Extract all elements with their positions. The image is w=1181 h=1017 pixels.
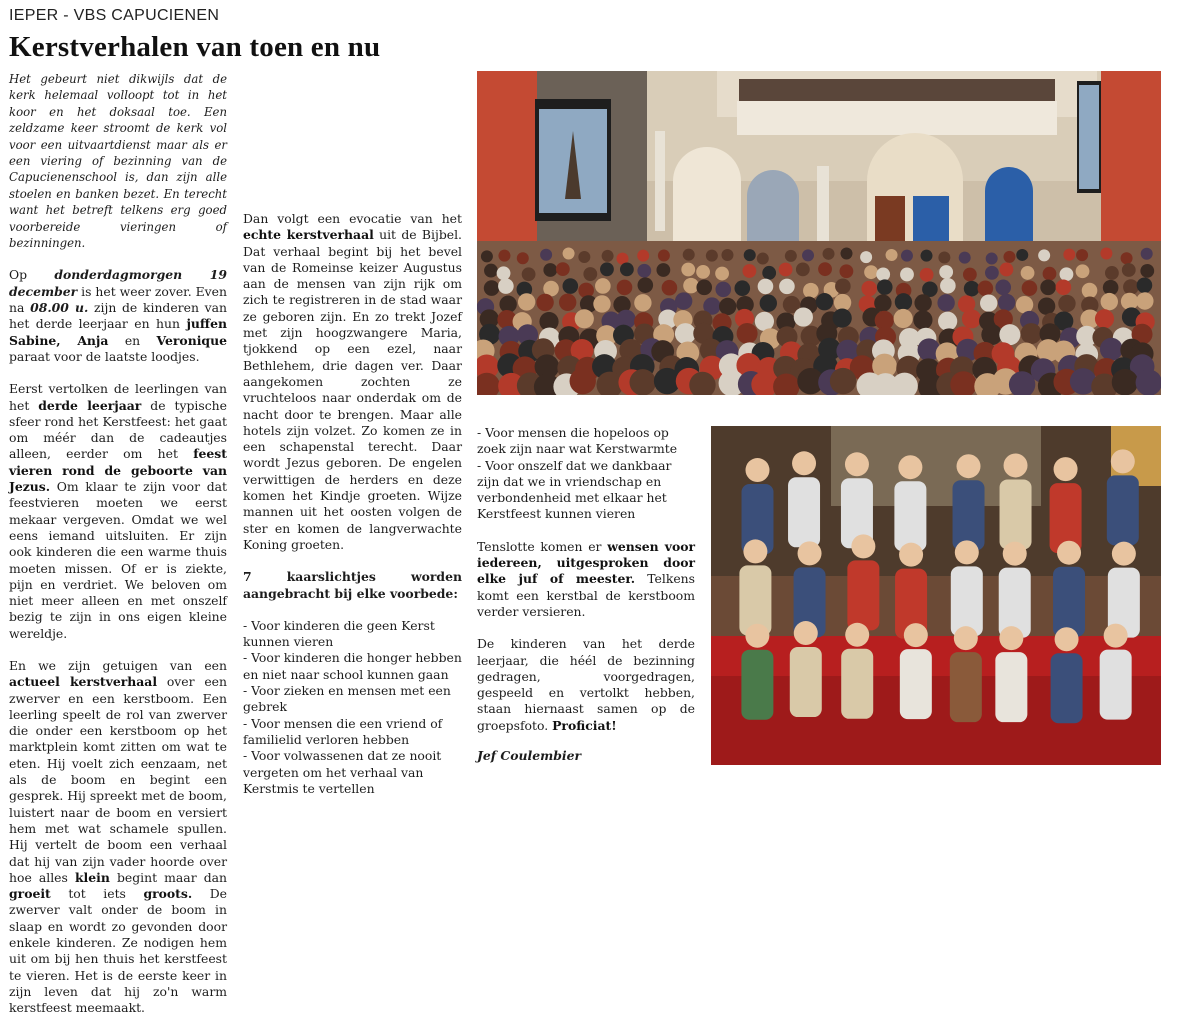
audience-figure (484, 264, 498, 278)
small-highlight: klein (74, 869, 110, 885)
audience-figure (861, 281, 877, 297)
child-figure (1053, 567, 1085, 637)
text-run: De zwerver valt onder de boom in slaap en wordt zo gevonden door enkele kinderen. Ze nodigen hem uit om bij hen thuis het kerstfeest te vieren. Het is de eerste keer in zijn leven dat hij zo'n warm kerstfeest meemaakt. (9, 886, 227, 1016)
audience-figure (617, 280, 633, 296)
audience-figure (675, 323, 696, 344)
audience-figure (999, 324, 1020, 345)
child-head (794, 621, 818, 645)
text-run: Op (9, 267, 55, 283)
audience-figure (1137, 278, 1153, 294)
paragraph-bible-story (243, 211, 462, 553)
audience-figure (481, 250, 493, 262)
audience-figure (758, 279, 774, 295)
audience-figure (656, 263, 670, 277)
audience-figure (920, 268, 934, 282)
child-head (745, 624, 769, 648)
audience-figure (779, 263, 793, 277)
audience-figure (760, 295, 777, 312)
great-highlight: groots. (143, 886, 193, 902)
audience-figure (536, 294, 553, 311)
child-head (899, 543, 923, 567)
audience-figure (737, 323, 758, 344)
audience-figure (1121, 252, 1133, 264)
intention-item: - Voor zieken en mensen met een gebrek (243, 683, 451, 715)
intentions-list-continued (477, 425, 695, 523)
child-figure (841, 649, 873, 719)
audience-figure (593, 295, 610, 312)
audience-figure (1043, 267, 1057, 281)
audience-figure (744, 249, 756, 261)
child-head (845, 452, 869, 476)
child-head (1055, 627, 1079, 651)
audience-figure (839, 264, 853, 278)
audience-figure (803, 283, 819, 299)
text-run: Om klaar te zijn voor dat feestvieren moeten we eerst mekaar vergeven. Omdat we wel eens iemand uitsluiten. Er zijn ook kinderen die een warme thuis moeten missen. Of er is ziekte, pijn en verdriet. We beloven om niet meer alleen en met onszelf bezig te zijn in ons eigen kleine wereldje. (9, 479, 227, 641)
audience-figure (940, 278, 956, 294)
text-column-2 (243, 71, 462, 797)
audience-figure (675, 292, 692, 309)
teachers-highlight: juffen Sabine, Anja (9, 316, 227, 348)
audience-figure (620, 262, 634, 276)
audience-figure (543, 263, 557, 277)
wishes-highlight: wensen voor iedereen, uitgesproken door elke juf of meester. (477, 538, 696, 587)
audience-figure (570, 368, 596, 394)
audience-figure (681, 263, 695, 277)
audience-figure (757, 253, 769, 265)
child-head (999, 626, 1023, 650)
child-figure (788, 477, 820, 547)
audience-figure (1003, 251, 1015, 263)
bible-highlight: echte kerstverhaal (243, 227, 374, 243)
audience-figure (1095, 309, 1114, 328)
audience-figure (595, 278, 611, 294)
child-head (851, 534, 875, 558)
audience-figure (1123, 279, 1139, 295)
audience-figure (939, 265, 953, 279)
text-run: begint maar dan (109, 869, 228, 885)
audience-figure (563, 247, 575, 259)
audience-figure (719, 298, 736, 315)
audience-figure (1101, 293, 1118, 310)
audience-figure (683, 249, 695, 261)
audience-figure (835, 278, 851, 294)
audience-figure (1082, 283, 1098, 299)
child-figure (950, 652, 982, 722)
audience-figure (498, 278, 514, 294)
teacher-highlight: Veronique (156, 332, 227, 348)
audience-figure (1058, 295, 1075, 312)
child-figure (995, 652, 1027, 722)
audience-figure (962, 309, 981, 328)
child-figure (847, 560, 879, 630)
text-run: En we zijn getuigen van een (9, 658, 227, 673)
intention-item: - Voor mensen die hopeloos op zoek zijn naar wat Kerstwarmte (477, 425, 678, 457)
audience-figure (963, 268, 977, 282)
text-run: is het weer zover. Even na (9, 283, 227, 316)
text-run: zijn de kinderen van het derde leerjaar en hun (9, 300, 227, 332)
audience-figure (1038, 297, 1055, 314)
child-figure (1000, 479, 1032, 549)
audience-figure (1076, 264, 1090, 278)
audience-figure (937, 294, 954, 311)
audience-figure (583, 267, 597, 281)
audience-figure (575, 309, 594, 328)
child-figure (790, 647, 822, 717)
audience-figure (830, 368, 856, 394)
child-figure (741, 650, 773, 720)
text-run: uit de Bijbel. Dat verhaal begint bij het bevel van de Romeinse keizer Augustus aan de mensen van zijn rijk om zich te registreren in de stad waar ze geboren zijn. En zo trekt Jozef met zijn hoogzwangere Maria, tjokkend op een ezel, naar Bethlehem, drie dagen ver. Daar aangekomen zochten ze vruchteloos naar onderdak om de nacht door te brengen. Maar alle hotels zijn volzet. Zo komen ze in een schapenstal terecht. Daar wordt Jezus geboren. De engelen verwittigen de herders en deze komen het Kindje groeten. Wijze mannen uit het oosten volgen de ster en komen de langverwachte Koning groeten. (243, 227, 462, 552)
child-head (1004, 453, 1028, 477)
audience-figure (876, 267, 890, 281)
child-head (845, 623, 869, 647)
church-interior-photo (477, 71, 1161, 395)
audience-figure (715, 282, 731, 298)
paragraph-third-grade (9, 381, 227, 642)
audience-figure (1100, 338, 1123, 361)
paragraph-date (9, 267, 227, 365)
audience-figure (734, 280, 750, 296)
child-head (745, 458, 769, 482)
audience-figure (578, 251, 590, 263)
text-run: Dan volgt een evocatie van het (243, 211, 462, 226)
child-figure (1100, 650, 1132, 720)
audience-figure (1105, 266, 1119, 280)
child-head (957, 454, 981, 478)
audience-figure (1122, 263, 1136, 277)
audience-figure (600, 262, 614, 276)
audience-figure (637, 264, 651, 278)
audience-figure (986, 253, 998, 265)
date-highlight: donderdagmorgen 19 december (9, 267, 228, 299)
audience-figure (964, 281, 980, 297)
child-figure (1051, 653, 1083, 723)
audience-figure (1021, 266, 1035, 280)
audience-figure (802, 249, 814, 261)
child-figure (953, 480, 985, 550)
text-run: paraat voor de laatste loodjes. (9, 348, 200, 364)
audience-figure (696, 265, 710, 279)
audience-figure (1021, 323, 1042, 344)
audience-figure (938, 312, 957, 331)
text-run: over een zwerver en een kerstboom. Een leerling speelt de rol van zwerver die onder een kerstboom op het marktplein komt zitten om wat te eten. Hij voelt zich eenzaam, net als de boom en begint een gesprek. Hij spreekt met de boom, luistert naar de boom en versiert hem met wat schamele spullen. Hij vertelt de boom een verhaal dat hij van zijn vader hoorde over hoe alles (9, 674, 227, 885)
intention-item: - Voor mensen die een vriend of familielid verloren hebben (243, 715, 443, 747)
audience-figure (497, 266, 511, 280)
audience-figure (980, 294, 997, 311)
story-highlight: actueel kerstverhaal (9, 674, 158, 690)
audience-figure (794, 307, 813, 326)
audience-figure (522, 267, 536, 281)
child-figure (951, 566, 983, 636)
text-column-3 (477, 425, 695, 764)
group-photo (711, 426, 1161, 765)
text-run: Telkens komt een kerstbal de kerstboom verder versieren. (477, 571, 695, 619)
audience-figure (755, 312, 774, 331)
lead-paragraph: Het gebeurt niet dikwijls dat de kerk helemaal volloopt tot in het koor en het doksaal toe. Een zeldzame keer stroomt de kerk vol voor een uitvaartdienst maar als er een viering of bezinning van de Capucienenschool is, dan zijn alle stoelen en banken bezet. En terecht want het betreft telkens erg goed voorbereide vieringen of bezinningen. (9, 72, 227, 251)
audience-figure (559, 294, 576, 311)
child-head (743, 539, 767, 563)
child-head (1057, 541, 1081, 565)
audience-figure (540, 249, 552, 261)
child-figure (900, 649, 932, 719)
audience-figure (877, 279, 893, 295)
audience-figure (779, 279, 795, 295)
audience-figure (1016, 249, 1028, 261)
audience-figure (1136, 292, 1153, 309)
audience-figure (742, 264, 756, 278)
time-highlight: 08.00 u. (30, 300, 89, 316)
audience-figure (995, 280, 1011, 296)
audience-figure (1040, 280, 1056, 296)
audience-figure (556, 262, 570, 276)
audience-figure (762, 266, 776, 280)
child-figure (1107, 475, 1139, 545)
audience-figure (913, 310, 932, 329)
audience-figure (1022, 280, 1038, 296)
audience-figure (959, 252, 971, 264)
child-head (798, 541, 822, 565)
audience-figure (1141, 248, 1153, 260)
audience-figure (1121, 293, 1138, 310)
audience-figure (785, 250, 797, 262)
audience-figure (484, 280, 500, 296)
intention-item: - Voor kinderen die geen Kerst kunnen vieren (243, 617, 435, 650)
audience-figure (721, 249, 733, 261)
audience-figure (563, 278, 579, 294)
byline: Jef Coulembier (477, 748, 582, 764)
audience-figure (630, 369, 656, 395)
audience-figure (1060, 267, 1074, 281)
audience-figure (662, 280, 678, 296)
paragraph-wishes (477, 539, 695, 620)
audience-figure (638, 277, 654, 293)
celebration-highlight: feest vieren rond de geboorte van Jezus. (9, 446, 227, 495)
audience-figure (998, 294, 1015, 311)
audience-figure (498, 250, 510, 262)
child-head (1112, 542, 1136, 566)
audience-figure (715, 267, 729, 281)
child-head (1111, 449, 1135, 473)
child-head (904, 623, 928, 647)
audience-figure (637, 250, 649, 262)
text-run: Tenslotte komen er (477, 538, 608, 554)
audience-figure (683, 278, 699, 294)
audience-figure (1140, 264, 1154, 278)
audience-figure (816, 293, 833, 310)
audience-figure (894, 309, 913, 328)
child-head (1104, 624, 1128, 648)
audience-figure (895, 293, 912, 310)
audience-figure (1063, 249, 1075, 261)
child-head (955, 540, 979, 564)
audience-figure (938, 251, 950, 263)
audience-figure (1076, 249, 1088, 261)
text-run: tot iets (50, 886, 144, 902)
intention-item: - Voor onszelf dat we dankbaar zijn dat we in vriendschap en verbondenheid met elkaar het Kerstfeest kunnen vieren (477, 457, 672, 522)
intention-item: - Voor volwassenen dat ze nooit vergeten om het verhaal van Kerstmis te vertellen (243, 748, 442, 796)
grows-highlight: groeit (9, 886, 51, 902)
audience-figure (900, 268, 914, 282)
audience-figure (796, 263, 810, 277)
paragraph-tramp-story (9, 658, 227, 1017)
audience-figure (860, 251, 872, 263)
audience-figure (921, 250, 933, 262)
child-head (1003, 542, 1027, 566)
text-run: Eerst vertolken de leerlingen van het (9, 381, 227, 413)
audience-figure (602, 250, 614, 262)
text-run: De kinderen van het derde leerjaar, die héél de bezinning gedragen, voorgedragen, gespeeld en vertolkt hebben, staan hiernaast samen op de groepsfoto. (477, 636, 695, 733)
audience-figure (886, 249, 898, 261)
child-head (898, 455, 922, 479)
text-run: de typische sfeer rond het Kerstfeest: het gaat om méér dan de cadeautjes alleen, eerder om het (9, 397, 227, 462)
child-figure (894, 481, 926, 551)
audience-figure (1000, 263, 1014, 277)
paragraph-group-photo (477, 636, 695, 734)
audience-figure (1038, 249, 1050, 261)
intentions-list (243, 618, 462, 797)
audience-figure (864, 265, 878, 279)
article-kicker: IEPER - VBS CAPUCIENEN (9, 7, 220, 24)
audience-figure (823, 248, 835, 260)
audience-figure (1112, 369, 1138, 395)
article-headline: Kerstverhalen van toen en nu (9, 31, 381, 63)
grade-highlight: derde leerjaar (38, 397, 142, 413)
child-head (1054, 457, 1078, 481)
text-column-1 (9, 71, 227, 1017)
intention-item: - Voor kinderen die honger hebben en niet naar school kunnen gaan (243, 650, 462, 682)
audience-figure (1016, 296, 1033, 313)
audience-figure (518, 293, 535, 310)
audience-figure (658, 250, 670, 262)
audience-figure (1100, 248, 1112, 260)
audience-figure (696, 280, 712, 296)
congrats-highlight: Proficiat! (552, 717, 617, 733)
audience-figure (901, 250, 913, 262)
audience-figure (833, 308, 852, 327)
audience-figure (978, 281, 994, 297)
audience-figure (841, 248, 853, 260)
audience-figure (985, 266, 999, 280)
child-head (954, 626, 978, 650)
audience-figure (914, 294, 931, 311)
text-run: en (108, 332, 157, 348)
audience-figure (1056, 279, 1072, 295)
audience-figure (706, 250, 718, 262)
audience-figure (517, 252, 529, 264)
audience-figure (634, 294, 651, 311)
audience-figure (818, 262, 832, 276)
child-head (792, 451, 816, 475)
intentions-subhead: 7 kaarslichtjes worden aangebracht bij elke voorbede: (243, 569, 462, 601)
